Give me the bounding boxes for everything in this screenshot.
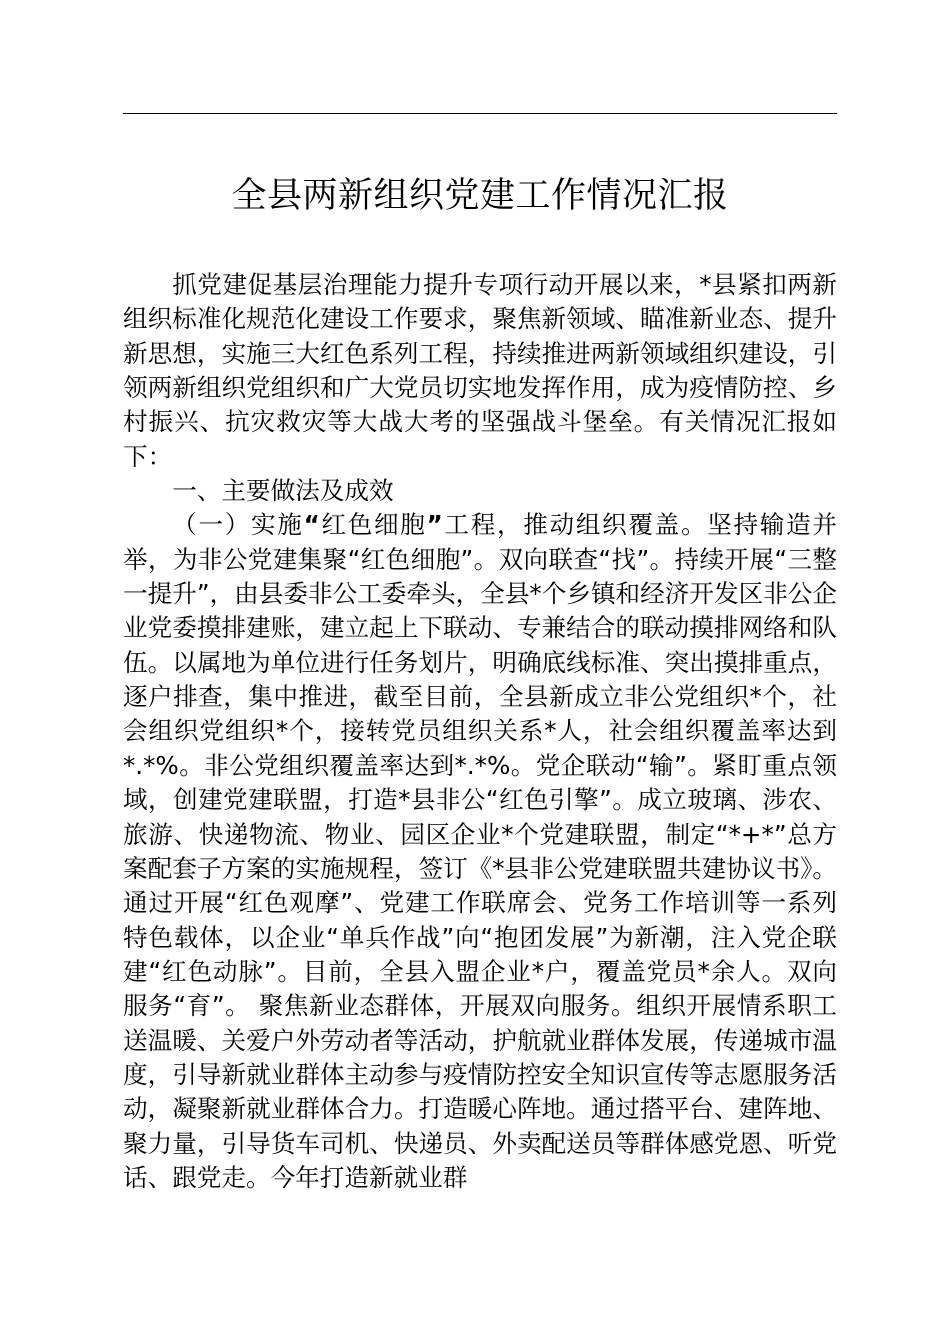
intro-paragraph: 抓党建促基层治理能力提升专项行动开展以来，*县紧扣两新组织标准化规范化建设工作要求，聚焦新领域、瞄准新业态、提升新思想，实施三大红色系列工程，持续推进两新领域组织建设，引领两新组织党组织和广大党员切实地发挥作用，成为疫情防控、乡村振兴、抗灾救灾等大战大考的坚强战斗堡垒。有关情况汇报如下： [123, 270, 837, 471]
subsection-quote-close: ” [426, 510, 443, 540]
subsection-prefix: （一）实施 [172, 510, 304, 540]
header-rule [123, 113, 837, 114]
subsection-paragraph [123, 508, 837, 1195]
document-title: 全县两新组织党建工作情况汇报 [231, 176, 729, 216]
subsection-keyword: 红色细胞 [319, 510, 427, 540]
subsection-body: 坚持输造并举，为非公党建集聚“红色细胞”。双向联查“找”。持续开展“三整一提升”，由县委非公工委牵头，全县*个乡镇和经济开发区非公企业党委摸排建账，建立起上下联动、专兼结合的联动摸排网络和队伍。以属地为单位进行任务划片，明确底线标准、突出摸排重点，逐户排查，集中推进，截至目前，全县新成立非公党组织*个，社会组织党组织*个，接转党员组织关系*人，社会组织覆盖率达到*.*%。非公党组织覆盖率达到*.*%。党企联动“输”。紧盯重点领域，创建党建联盟，打造*县非公“红色引擎”。成立玻璃、涉农、旅游、快递物流、物业、园区企业*个党建联盟，制定“*+*”总方案配套子方案的实施规程，签订《*县非公党建联盟共建协议书》。通过开展“红色观摩”、党建工作联席会、党务工作培训等一系列特色载体，以企业“单兵作战”向“抱团发展”为新潮，注入党企联建“红色动脉”。目前，全县入盟企业*户，覆盖党员*余人。双向服务“育”。 聚焦新业态群体，开展双向服务。组织开展情系职工送温暖、关爱户外劳动者等活动，护航就业群体发展，传递城市温度，引导新就业群体主动参与疫情防控安全知识宣传等志愿服务活动，凝聚新就业群体合力。打造暖心阵地。通过搭平台、建阵地、聚力量，引导货车司机、快递员、外卖配送员等群体感党恩、听党话、跟党走。今年打造新就业群 [123, 510, 837, 1192]
subsection-suffix: 工程，推动组织覆盖。 [442, 510, 708, 540]
section-heading: 一、主要做法及成效 [172, 476, 394, 506]
subsection-quote-open: “ [303, 510, 320, 540]
document-body [123, 268, 837, 1195]
